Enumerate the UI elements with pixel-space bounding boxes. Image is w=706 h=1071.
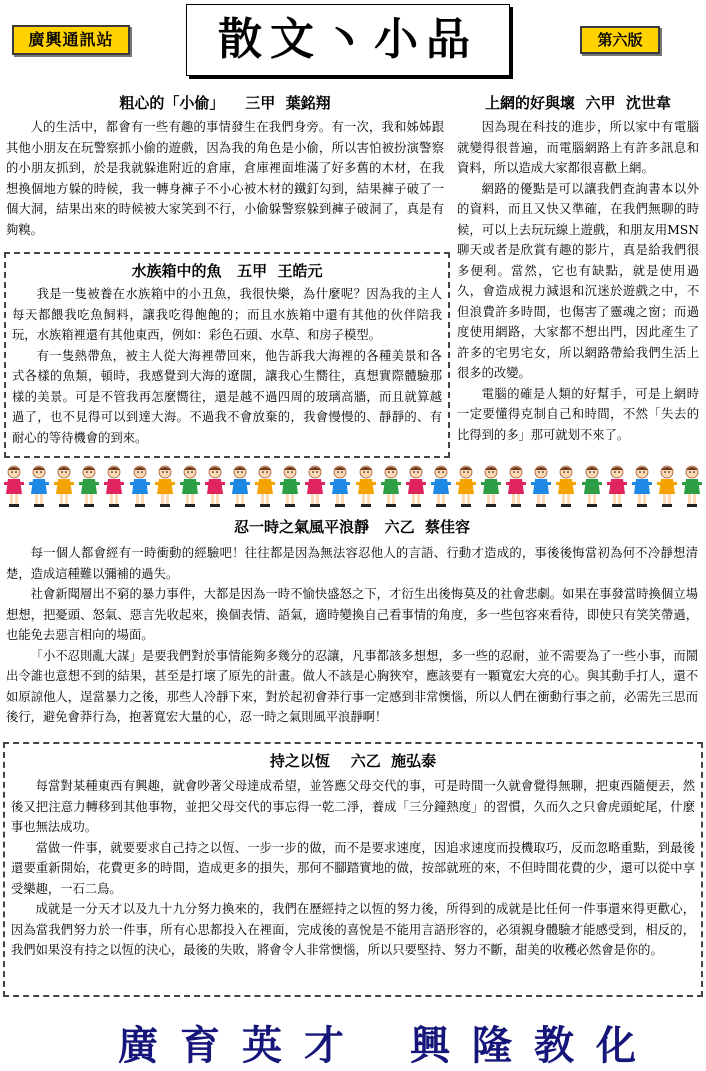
children-holding-hands-border	[0, 464, 706, 508]
article-paragraph: 「小不忍則亂大謀」是要我們對於事情能夠多幾分的忍讓，凡事都該多想想，多一些的忍耐，並不需要為了一些小事，而鬧出令誰也意想不到的結果，甚至是打壞了原先的計畫。做人不該是心胸狹窄，應該要有一顆寬宏大亮的心。與其動手打人，還不如原諒他人，逞當暴力之後，那些人冷靜下來，對於起初會莽行事一定感到非常懊惱，所以人們在衝動行事之前，必需先三思而後行，避免會莽行為，抱著寬宏大量的心，忍一時之氣則風平浪靜啊！	[6, 648, 698, 724]
article-paragraph: 社會新聞層出不窮的暴力事件，大都是因為一時不愉快盛怒之下，才衍生出後悔莫及的社會悲劇。如果在事發當時換個立場想想，把憂頭、怒氣、惡言先收起來，換個表情、語氣，適時變換自己看事情的角度，多一些包容來看待，即使只有笑笑帶過，也能免去惡言相向的場面。	[6, 587, 698, 642]
child-figure-icon	[607, 464, 627, 508]
child-figure-icon	[431, 464, 451, 508]
article-paragraph: 因為現在科技的進步，所以家中有電腦就變得很普遍，而電腦網路上有許多訊息和資料，所以造成大家都很喜歡上網。	[457, 120, 699, 175]
child-figure-icon	[255, 464, 275, 508]
child-figure-icon	[4, 464, 24, 508]
article-internet-pros-cons	[457, 92, 699, 445]
child-figure-icon	[330, 464, 350, 508]
child-figure-icon	[29, 464, 49, 508]
article-paragraph: 有一隻熱帶魚，被主人從大海裡帶回來，他告訴我大海裡的各種美景和各式各樣的魚類，頓時，我感覺到大海的遼闊，讓我心生嚮往，真想實際體驗那樣的美景。可是不管我再怎麼嚮往，還是越不過四周的玻璃高牆，而且就算越過了，也不見得可以到達大海。不過我不會放棄的，我會慢慢的、靜靜的、有耐心的等待機會的到來。	[12, 348, 442, 445]
child-figure-icon	[531, 464, 551, 508]
child-figure-icon	[456, 464, 476, 508]
article-paragraph: 電腦的確是人類的好幫手，可是上網時一定要懂得克制自己和時間，不然「失去的比得到的多」那可就划不來了。	[457, 386, 699, 442]
publication-badge	[12, 25, 130, 55]
child-figure-icon	[54, 464, 74, 508]
article-aquarium-fish	[4, 252, 450, 458]
child-figure-icon	[155, 464, 175, 508]
child-figure-icon	[305, 464, 325, 508]
article-perseverance	[3, 742, 703, 997]
article-patience-calm	[6, 516, 698, 728]
child-figure-icon	[130, 464, 150, 508]
child-figure-icon	[356, 464, 376, 508]
article-careless-thief	[6, 92, 444, 240]
article-title: 忍一時之氣風平浪靜 六乙 蔡佳容	[233, 518, 471, 536]
page-number-badge	[580, 26, 660, 54]
article-paragraph: 人的生活中，都會有一些有趣的事情發生在我們身旁。有一次，我和姊姊跟其他小朋友在玩警察抓小偷的遊戲，因為我的角色是小偷，所以害怕被扮演警察的小朋友抓到，於是我就躲進附近的倉庫，倉庫裡面堆滿了好多舊的木材，在我想換個地方躲的時候，我一轉身褲子不小心被木材的鐵釘勾到，結果褲子破了一個大洞，結果出來的時候被大家笑到不行，小偷躲警察躲到褲子破洞了，真是有夠糗。	[6, 120, 444, 237]
page-title: 散文丶小品	[186, 4, 510, 76]
article-title: 水族箱中的魚 五甲 王皓元	[131, 262, 323, 280]
article-paragraph: 每當對某種東西有興趣，就會吵著父母達成希望，並答應父母交代的事，可是時間一久就會覺得無聊，把東西隨便丟，然後又把注意力轉移到其他事物，並把父母交代的事忘得一乾二淨，養成「三分鐘熱度」的習慣，久而久之只會虎頭蛇尾，什麼事也無法成功。	[11, 779, 695, 834]
article-title: 持之以恆 六乙 施弘泰	[269, 752, 437, 770]
publication-name: 廣興通訊站	[28, 30, 114, 49]
child-figure-icon	[632, 464, 652, 508]
child-figure-icon	[657, 464, 677, 508]
child-figure-icon	[205, 464, 225, 508]
child-figure-icon	[79, 464, 99, 508]
article-paragraph: 成就是一分天才以及九十九分努力換來的，我們在歷經持之以恆的努力後，所得到的成就是比任何一件事還來得更歡心，因為當我們努力於一件事，所有心思都投入在裡面，完成後的喜悅是不能用言語形容的，必須親身體驗才能感受到，相反的，我們如果沒有持之以恆的決心，最後的失敗，將會令人非常懊惱，所以只要堅持、努力不斷，甜美的收穫必然會是你的。	[11, 902, 695, 957]
child-figure-icon	[481, 464, 501, 508]
page-number: 第六版	[597, 31, 643, 49]
slogan-right: 興隆教化	[410, 1022, 658, 1069]
child-figure-icon	[104, 464, 124, 508]
article-paragraph: 每一個人都會經有一時衝動的經驗吧！往往都是因為無法容忍他人的言語、行動才造成的，事後後悔當初為何不冷靜想清楚，造成這種難以彌補的過失。	[6, 546, 698, 581]
article-title: 粗心的「小偷」 三甲 葉銘翔	[119, 94, 331, 112]
child-figure-icon	[406, 464, 426, 508]
article-paragraph: 我是一隻被養在水族箱中的小丑魚，我很快樂，為什麼呢？因為我的主人每天都餵我吃魚飼料，讓我吃得飽飽的；而且水族箱中還有其他的伙伴陪我玩，水族箱裡還有其他東西，例如：彩色石頭、水草、和房子模型。	[12, 287, 442, 342]
footer-slogan-band	[0, 1006, 706, 1069]
child-figure-icon	[682, 464, 702, 508]
child-figure-icon	[280, 464, 300, 508]
child-figure-icon	[556, 464, 576, 508]
child-figure-icon	[506, 464, 526, 508]
slogan-left: 廣育英才	[118, 1022, 366, 1069]
child-figure-icon	[381, 464, 401, 508]
child-figure-icon	[582, 464, 602, 508]
child-figure-icon	[230, 464, 250, 508]
article-title: 上網的好與壞 六甲 沈世韋	[485, 94, 671, 112]
child-figure-icon	[180, 464, 200, 508]
article-paragraph: 網路的優點是可以讓我們查詢書本以外的資料，而且又快又準確，在我們無聊的時候，可以上去玩玩線上遊戲，和朋友用MSN聊天或者是欣賞有趣的影片，真是給我們很多便利。當然，它也有缺點，就是使用過久，會造成視力減退和沉迷於遊戲之中，不但浪費許多時間，也傷害了靈魂之窗；而過度使用網路，大家都不想出門，因此產生了許多的宅男宅女，所以網路帶給我們生活上很多的改變。	[457, 181, 699, 380]
article-paragraph: 當做一件事，就要要求自己持之以恆、一步一步的做，而不是要求速度，因追求速度而投機取巧，反而忽略重點，到最後還要重新開始，花費更多的時間，造成更多的損失，那何不腳踏實地的做，按部就班的來，不但時間花費的少，還可以從中享受樂趣，一石二鳥。	[11, 840, 695, 896]
